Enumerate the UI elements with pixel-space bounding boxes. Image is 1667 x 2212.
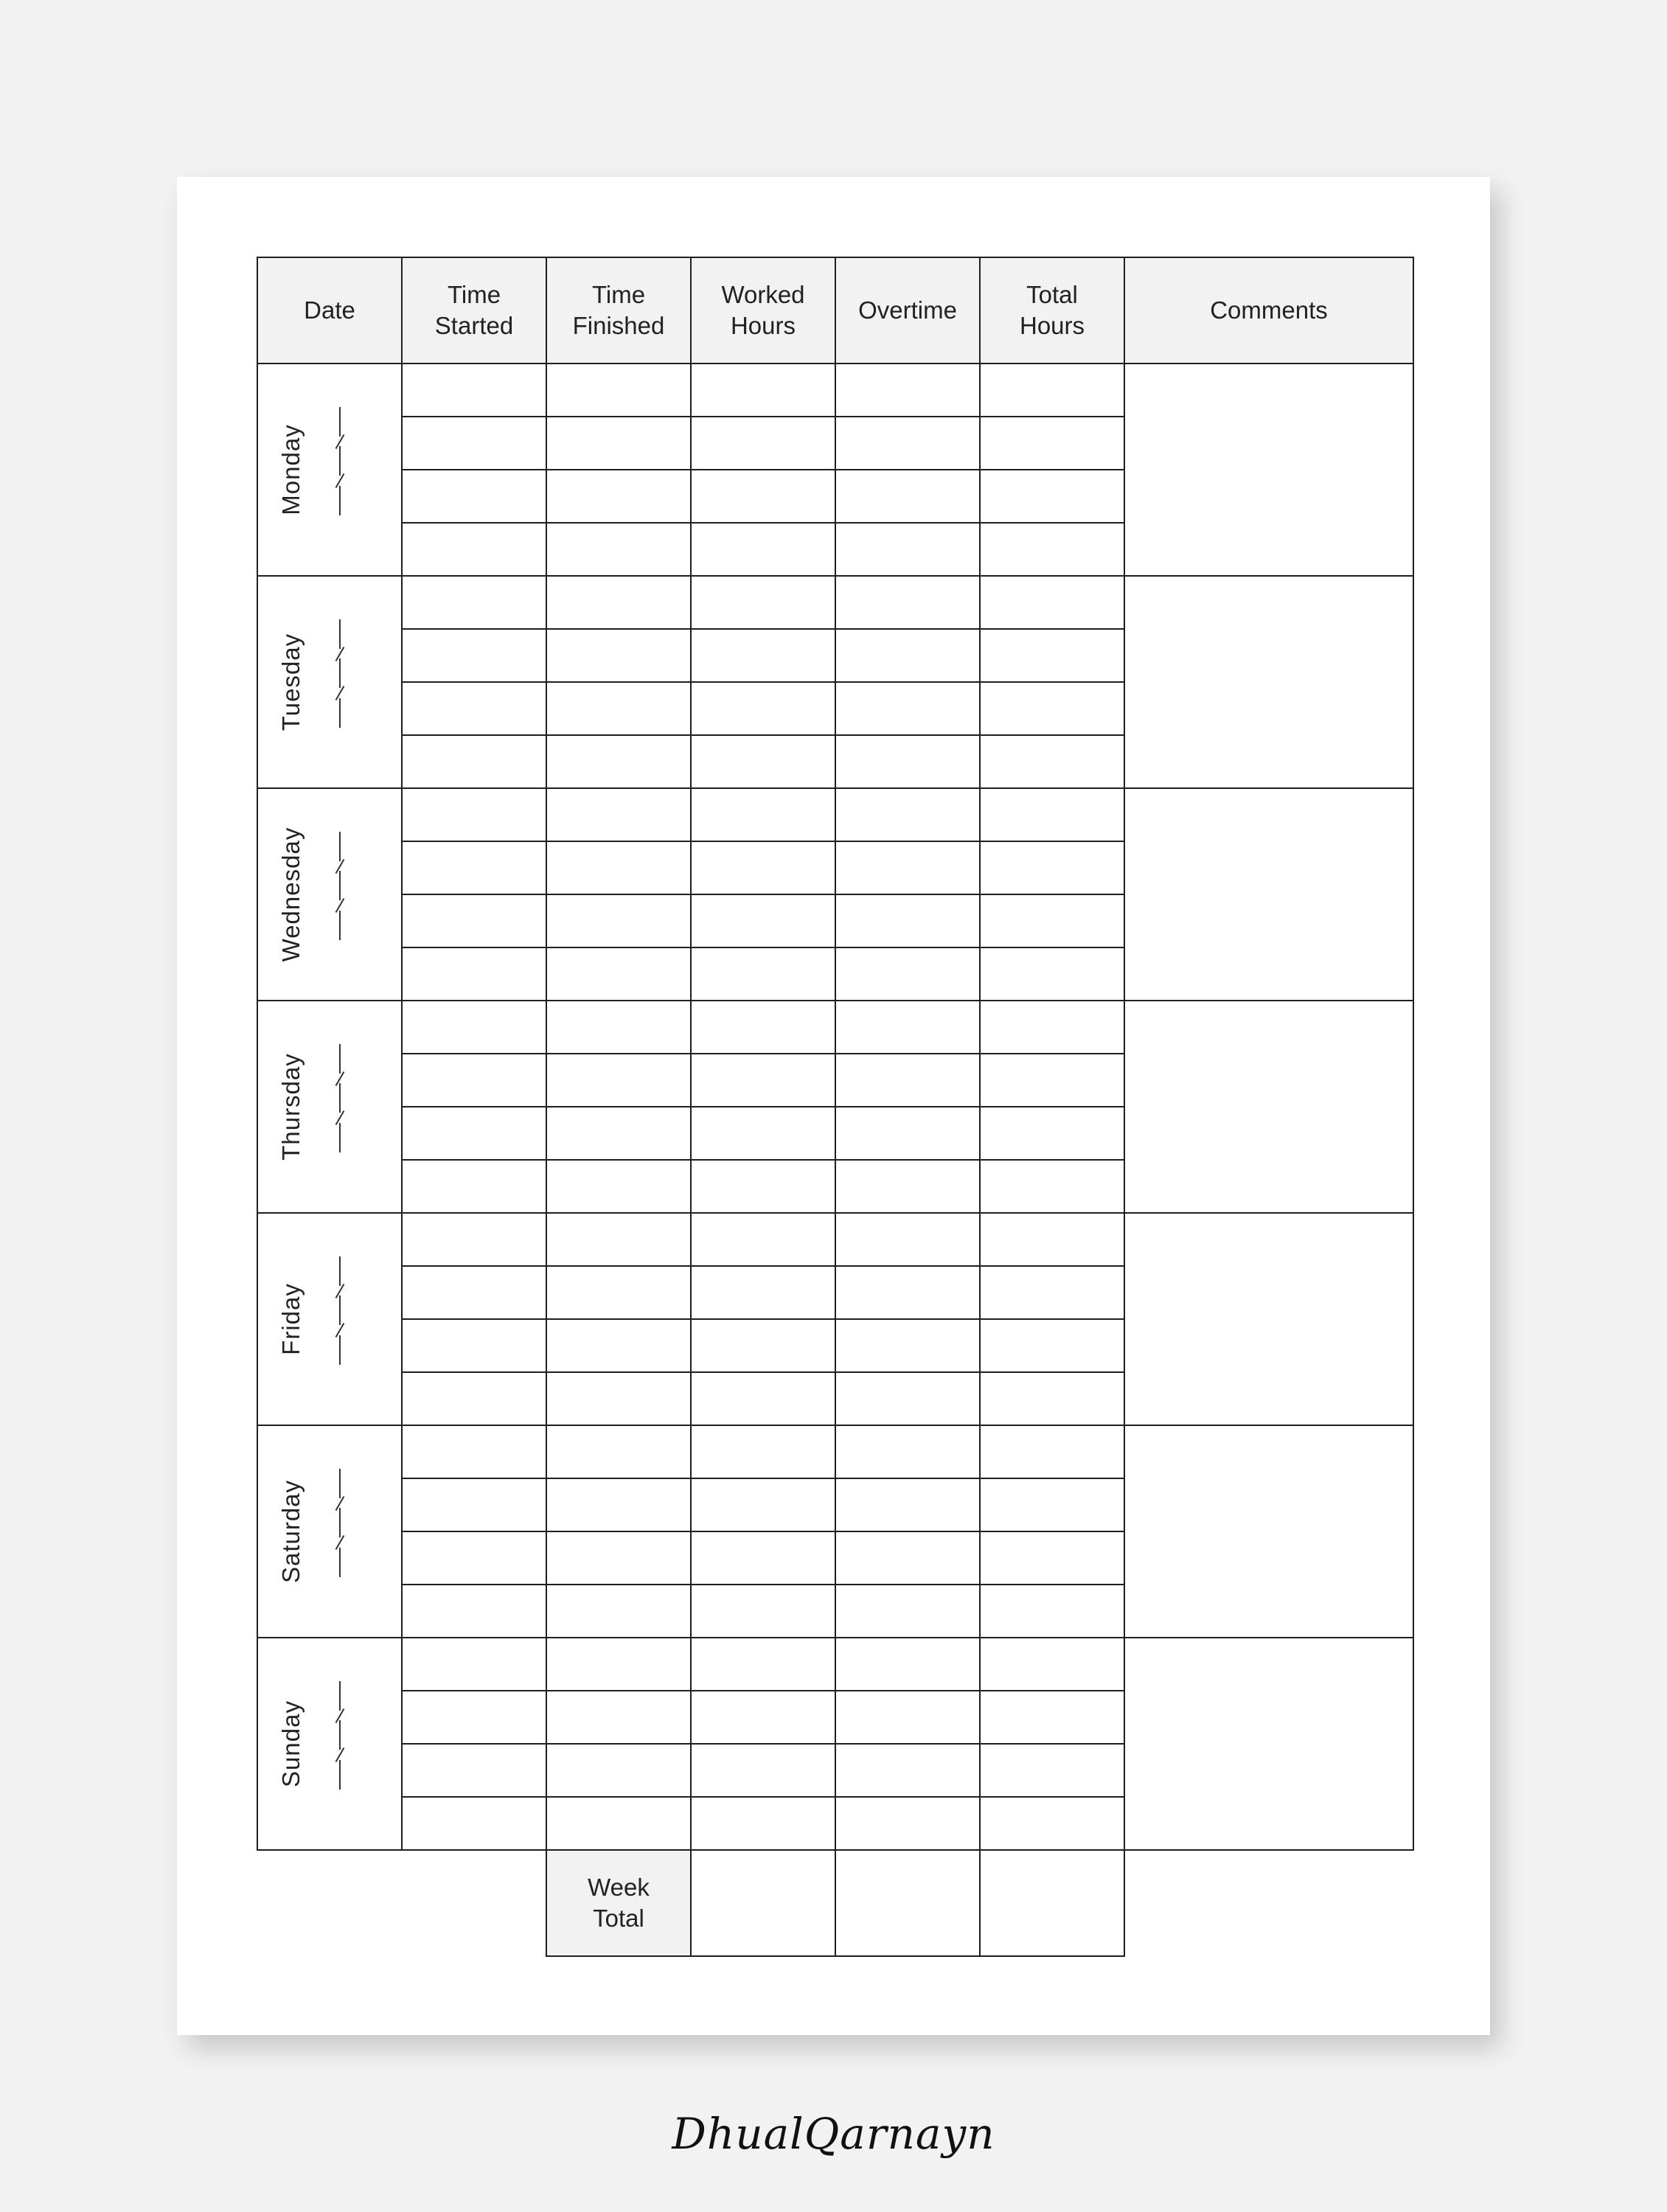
date-cell-sunday[interactable] — [257, 1637, 403, 1851]
saturday-overtime-cell[interactable] — [835, 1425, 981, 1479]
friday-worked-hours-cell[interactable] — [690, 1318, 836, 1373]
wednesday-time-finished-cell[interactable] — [546, 894, 692, 948]
saturday-worked-hours-cell[interactable] — [690, 1425, 836, 1479]
tuesday-comments-cell[interactable] — [1124, 575, 1414, 789]
signature-logo: DhualQarnayn — [672, 2109, 995, 2159]
day-label-wednesday: Wednesday — [277, 827, 304, 962]
wednesday-total-hours-cell[interactable] — [979, 787, 1125, 842]
wednesday-time-finished-cell[interactable] — [546, 947, 692, 1001]
monday-overtime-cell[interactable] — [835, 522, 981, 577]
sunday-time-started-cell[interactable] — [401, 1796, 547, 1851]
sunday-total-hours-cell[interactable] — [979, 1690, 1125, 1745]
day-label-friday: Friday — [277, 1283, 304, 1355]
sunday-overtime-cell[interactable] — [835, 1637, 981, 1691]
wednesday-total-hours-cell[interactable] — [979, 894, 1125, 948]
friday-time-finished-cell[interactable] — [546, 1265, 692, 1320]
day-label-saturday: Saturday — [277, 1479, 304, 1584]
date-cell-saturday[interactable] — [257, 1425, 403, 1638]
monday-time-finished-cell[interactable] — [546, 416, 692, 470]
tuesday-time-started-cell[interactable] — [401, 628, 547, 683]
monday-overtime-cell[interactable] — [835, 363, 981, 417]
saturday-time-started-cell[interactable] — [401, 1531, 547, 1585]
sunday-time-finished-cell[interactable] — [546, 1796, 692, 1851]
sunday-time-finished-cell[interactable] — [546, 1637, 692, 1691]
sunday-comments-cell[interactable] — [1124, 1637, 1414, 1851]
day-label-tuesday: Tuesday — [277, 633, 304, 731]
tuesday-total-hours-cell[interactable] — [979, 734, 1125, 789]
saturday-overtime-cell[interactable] — [835, 1531, 981, 1585]
wednesday-worked-hours-cell[interactable] — [690, 947, 836, 1001]
tuesday-time-finished-cell[interactable] — [546, 628, 692, 683]
tuesday-overtime-cell[interactable] — [835, 575, 981, 630]
monday-time-finished-cell[interactable] — [546, 363, 692, 417]
thursday-time-started-cell[interactable] — [401, 1053, 547, 1107]
monday-time-started-cell[interactable] — [401, 363, 547, 417]
saturday-worked-hours-cell[interactable] — [690, 1531, 836, 1585]
header-label: Total Hours — [1019, 281, 1085, 339]
monday-total-hours-cell[interactable] — [979, 469, 1125, 524]
friday-time-finished-cell[interactable] — [546, 1371, 692, 1426]
tuesday-worked-hours-cell[interactable] — [690, 575, 836, 630]
day-label-sunday: Sunday — [277, 1700, 304, 1787]
header-label: Worked Hours — [721, 281, 805, 339]
header-label: Date — [304, 296, 355, 324]
thursday-worked-hours-cell[interactable] — [690, 1053, 836, 1107]
header-date — [257, 257, 403, 364]
monday-total-hours-cell[interactable] — [979, 522, 1125, 577]
saturday-worked-hours-cell[interactable] — [690, 1584, 836, 1638]
week-total-worked-hours-cell[interactable] — [690, 1849, 836, 1957]
sunday-total-hours-cell[interactable] — [979, 1637, 1125, 1691]
monday-time-finished-cell[interactable] — [546, 469, 692, 524]
thursday-time-finished-cell[interactable] — [546, 1159, 692, 1214]
date-cell-thursday[interactable] — [257, 1000, 403, 1214]
date-cell-monday[interactable] — [257, 363, 403, 577]
week-total-overtime-cell[interactable] — [835, 1849, 981, 1957]
wednesday-worked-hours-cell[interactable] — [690, 841, 836, 895]
wednesday-overtime-cell[interactable] — [835, 947, 981, 1001]
tuesday-overtime-cell[interactable] — [835, 681, 981, 736]
wednesday-overtime-cell[interactable] — [835, 841, 981, 895]
thursday-time-finished-cell[interactable] — [546, 1000, 692, 1054]
friday-worked-hours-cell[interactable] — [690, 1212, 836, 1267]
tuesday-total-hours-cell[interactable] — [979, 628, 1125, 683]
saturday-time-finished-cell[interactable] — [546, 1425, 692, 1479]
friday-overtime-cell[interactable] — [835, 1265, 981, 1320]
tuesday-total-hours-cell[interactable] — [979, 575, 1125, 630]
sunday-overtime-cell[interactable] — [835, 1743, 981, 1798]
thursday-overtime-cell[interactable] — [835, 1000, 981, 1054]
thursday-time-started-cell[interactable] — [401, 1159, 547, 1214]
tuesday-worked-hours-cell[interactable] — [690, 681, 836, 736]
saturday-time-started-cell[interactable] — [401, 1425, 547, 1479]
monday-time-started-cell[interactable] — [401, 469, 547, 524]
wednesday-comments-cell[interactable] — [1124, 787, 1414, 1001]
saturday-time-finished-cell[interactable] — [546, 1478, 692, 1532]
tuesday-time-finished-cell[interactable] — [546, 681, 692, 736]
thursday-time-started-cell[interactable] — [401, 1106, 547, 1161]
sunday-time-finished-cell[interactable] — [546, 1690, 692, 1745]
wednesday-total-hours-cell[interactable] — [979, 947, 1125, 1001]
sunday-worked-hours-cell[interactable] — [690, 1637, 836, 1691]
friday-total-hours-cell[interactable] — [979, 1265, 1125, 1320]
sunday-time-started-cell[interactable] — [401, 1690, 547, 1745]
header-total-hours — [979, 257, 1125, 364]
thursday-total-hours-cell[interactable] — [979, 1053, 1125, 1107]
week-total-label: Week Total — [588, 1874, 650, 1932]
sunday-time-started-cell[interactable] — [401, 1637, 547, 1691]
monday-time-started-cell[interactable] — [401, 416, 547, 470]
sunday-time-finished-cell[interactable] — [546, 1743, 692, 1798]
friday-worked-hours-cell[interactable] — [690, 1265, 836, 1320]
friday-total-hours-cell[interactable] — [979, 1212, 1125, 1267]
sunday-worked-hours-cell[interactable] — [690, 1690, 836, 1745]
sunday-total-hours-cell[interactable] — [979, 1743, 1125, 1798]
sunday-overtime-cell[interactable] — [835, 1796, 981, 1851]
day-label-thursday: Thursday — [277, 1053, 304, 1161]
monday-worked-hours-cell[interactable] — [690, 469, 836, 524]
saturday-time-started-cell[interactable] — [401, 1478, 547, 1532]
saturday-comments-cell[interactable] — [1124, 1425, 1414, 1638]
saturday-time-started-cell[interactable] — [401, 1584, 547, 1638]
saturday-worked-hours-cell[interactable] — [690, 1478, 836, 1532]
header-worked-hours — [690, 257, 836, 364]
monday-time-finished-cell[interactable] — [546, 522, 692, 577]
thursday-time-started-cell[interactable] — [401, 1000, 547, 1054]
monday-comments-cell[interactable] — [1124, 363, 1414, 577]
friday-worked-hours-cell[interactable] — [690, 1371, 836, 1426]
friday-time-finished-cell[interactable] — [546, 1318, 692, 1373]
header-label: Time Started — [434, 281, 514, 339]
saturday-overtime-cell[interactable] — [835, 1478, 981, 1532]
header-label: Comments — [1210, 296, 1328, 324]
monday-overtime-cell[interactable] — [835, 416, 981, 470]
friday-overtime-cell[interactable] — [835, 1318, 981, 1373]
thursday-worked-hours-cell[interactable] — [690, 1106, 836, 1161]
friday-time-started-cell[interactable] — [401, 1371, 547, 1426]
header-label: Time Finished — [572, 281, 665, 339]
saturday-time-finished-cell[interactable] — [546, 1584, 692, 1638]
friday-time-finished-cell[interactable] — [546, 1212, 692, 1267]
wednesday-overtime-cell[interactable] — [835, 787, 981, 842]
tuesday-overtime-cell[interactable] — [835, 628, 981, 683]
timesheet-page — [177, 177, 1490, 2035]
tuesday-total-hours-cell[interactable] — [979, 681, 1125, 736]
day-label-monday: Monday — [277, 424, 304, 515]
tuesday-worked-hours-cell[interactable] — [690, 734, 836, 789]
thursday-overtime-cell[interactable] — [835, 1159, 981, 1214]
wednesday-time-finished-cell[interactable] — [546, 787, 692, 842]
monday-worked-hours-cell[interactable] — [690, 363, 836, 417]
thursday-overtime-cell[interactable] — [835, 1053, 981, 1107]
date-cell-tuesday[interactable] — [257, 575, 403, 789]
sunday-overtime-cell[interactable] — [835, 1690, 981, 1745]
date-cell-friday[interactable] — [257, 1212, 403, 1426]
week-total-total-hours-cell[interactable] — [979, 1849, 1125, 1957]
date-cell-wednesday[interactable] — [257, 787, 403, 1001]
sunday-worked-hours-cell[interactable] — [690, 1796, 836, 1851]
monday-worked-hours-cell[interactable] — [690, 522, 836, 577]
tuesday-time-finished-cell[interactable] — [546, 734, 692, 789]
monday-overtime-cell[interactable] — [835, 469, 981, 524]
friday-overtime-cell[interactable] — [835, 1371, 981, 1426]
sunday-time-started-cell[interactable] — [401, 1743, 547, 1798]
wednesday-time-finished-cell[interactable] — [546, 841, 692, 895]
saturday-time-finished-cell[interactable] — [546, 1531, 692, 1585]
thursday-comments-cell[interactable] — [1124, 1000, 1414, 1214]
header-comments — [1124, 257, 1414, 364]
thursday-overtime-cell[interactable] — [835, 1106, 981, 1161]
wednesday-total-hours-cell[interactable] — [979, 841, 1125, 895]
thursday-total-hours-cell[interactable] — [979, 1000, 1125, 1054]
wednesday-time-started-cell[interactable] — [401, 787, 547, 842]
friday-comments-cell[interactable] — [1124, 1212, 1414, 1426]
header-label: Overtime — [858, 296, 957, 324]
wednesday-time-started-cell[interactable] — [401, 841, 547, 895]
header-time-finished — [546, 257, 692, 364]
friday-time-started-cell[interactable] — [401, 1212, 547, 1267]
tuesday-time-started-cell[interactable] — [401, 734, 547, 789]
sunday-worked-hours-cell[interactable] — [690, 1743, 836, 1798]
sunday-total-hours-cell[interactable] — [979, 1796, 1125, 1851]
week-total-label-cell — [546, 1849, 692, 1957]
friday-time-started-cell[interactable] — [401, 1265, 547, 1320]
friday-total-hours-cell[interactable] — [979, 1371, 1125, 1426]
thursday-time-finished-cell[interactable] — [546, 1053, 692, 1107]
tuesday-worked-hours-cell[interactable] — [690, 628, 836, 683]
saturday-total-hours-cell[interactable] — [979, 1531, 1125, 1585]
monday-total-hours-cell[interactable] — [979, 416, 1125, 470]
wednesday-time-started-cell[interactable] — [401, 947, 547, 1001]
tuesday-time-started-cell[interactable] — [401, 681, 547, 736]
thursday-total-hours-cell[interactable] — [979, 1106, 1125, 1161]
friday-time-started-cell[interactable] — [401, 1318, 547, 1373]
thursday-worked-hours-cell[interactable] — [690, 1000, 836, 1054]
wednesday-overtime-cell[interactable] — [835, 894, 981, 948]
tuesday-overtime-cell[interactable] — [835, 734, 981, 789]
saturday-overtime-cell[interactable] — [835, 1584, 981, 1638]
monday-total-hours-cell[interactable] — [979, 363, 1125, 417]
thursday-worked-hours-cell[interactable] — [690, 1159, 836, 1214]
wednesday-worked-hours-cell[interactable] — [690, 894, 836, 948]
monday-time-started-cell[interactable] — [401, 522, 547, 577]
wednesday-worked-hours-cell[interactable] — [690, 787, 836, 842]
thursday-time-finished-cell[interactable] — [546, 1106, 692, 1161]
friday-overtime-cell[interactable] — [835, 1212, 981, 1267]
timesheet-table — [257, 257, 1410, 1955]
header-time-started — [401, 257, 547, 364]
wednesday-time-started-cell[interactable] — [401, 894, 547, 948]
saturday-total-hours-cell[interactable] — [979, 1478, 1125, 1532]
saturday-total-hours-cell[interactable] — [979, 1425, 1125, 1479]
saturday-total-hours-cell[interactable] — [979, 1584, 1125, 1638]
tuesday-time-finished-cell[interactable] — [546, 575, 692, 630]
monday-worked-hours-cell[interactable] — [690, 416, 836, 470]
friday-total-hours-cell[interactable] — [979, 1318, 1125, 1373]
header-overtime — [835, 257, 981, 364]
thursday-total-hours-cell[interactable] — [979, 1159, 1125, 1214]
tuesday-time-started-cell[interactable] — [401, 575, 547, 630]
